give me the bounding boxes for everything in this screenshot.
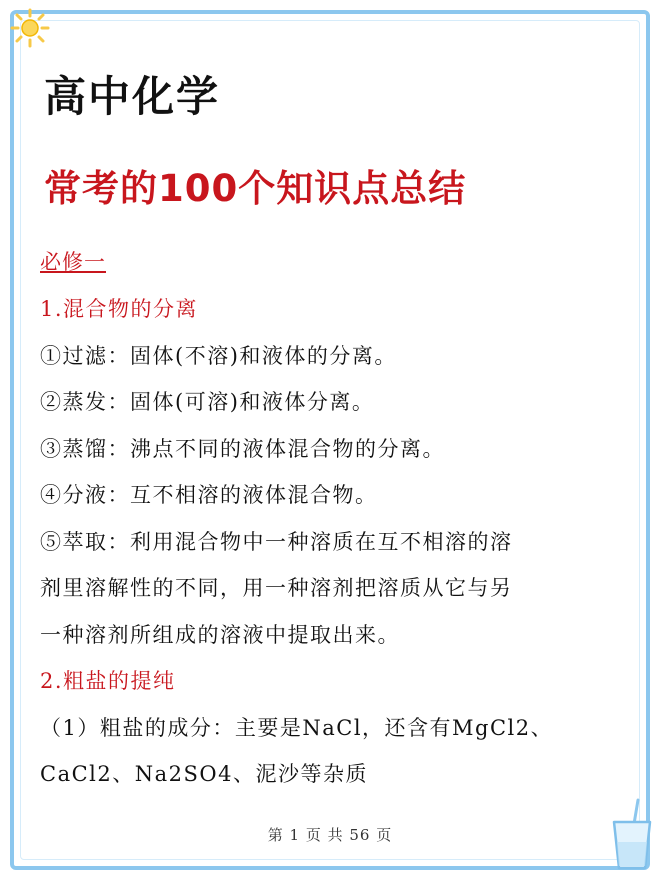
sun-icon [10,8,50,48]
section-heading: 必修一 [40,250,106,274]
text-line-salt-composition: （1）粗盐的成分：主要是NaCl，还含有MgCl2、 [40,715,554,740]
page-title: 高中化学 [44,72,221,121]
text-line-salt-impurities: CaCl2、Na2SO4、泥沙等杂质 [40,762,368,786]
text-line-filtration: ①过滤：固体(不溶)和液体的分离。 [40,343,397,368]
text-line-extraction: ⑤萃取：利用混合物中一种溶质在互不相溶的溶 [40,529,513,554]
text-line-extraction-cont: 剂里溶解性的不同，用一种溶剂把溶质从它与另 [40,576,513,600]
text-line-evaporation: ②蒸发：固体(可溶)和液体分离。 [40,390,375,414]
topic-heading-2: 2.粗盐的提纯 [40,669,176,693]
text-line-extraction-end: 一种溶剂所组成的溶液中提取出来。 [40,622,400,647]
page-subtitle: 常考的100个知识点总结 [44,167,467,210]
content-body [40,286,625,798]
topic-heading-1: 1.混合物的分离 [40,297,199,321]
text-line-liquid-separation: ④分液：互不相溶的液体混合物。 [40,483,378,507]
page-footer: 第 1 页 共 56 页 [267,826,393,844]
water-glass-icon [608,796,656,872]
text-line-distillation: ③蒸馏：沸点不同的液体混合物的分离。 [40,436,445,461]
